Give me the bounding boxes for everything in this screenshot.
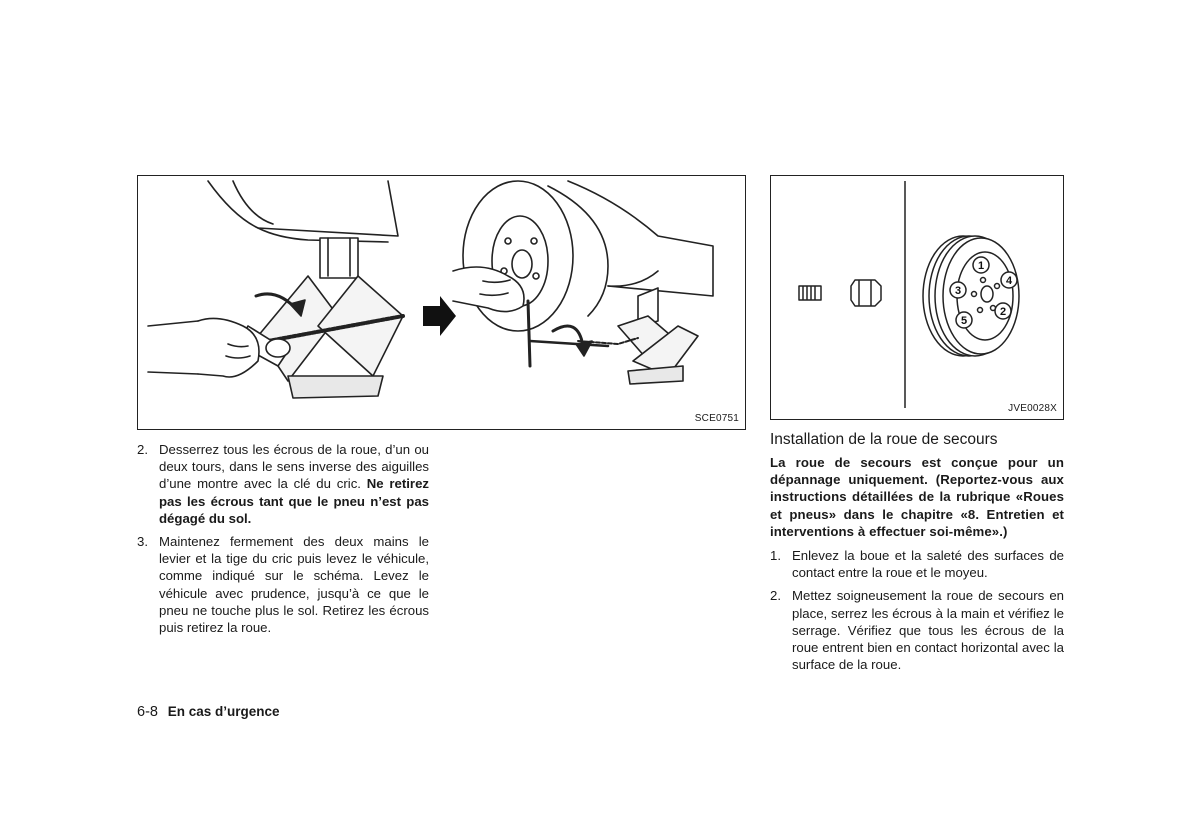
wheel-label-5: 5 bbox=[960, 315, 968, 327]
figure-code-right: JVE0028X bbox=[1008, 403, 1057, 414]
list-item-text: Mettez soigneusement la roue de secours en place, serrez les écrous à la main et vérifiez le serrage. Vérifiez que tous les écrous de la roue entrent bien en contact horizontal avec la surface de la roue. bbox=[792, 588, 1064, 673]
chapter-title: En cas d’urgence bbox=[167, 704, 280, 719]
jack-illustration bbox=[138, 176, 744, 428]
list-item-text: Enlevez la boue et la saleté des surfaces de contact entre la roue et le moyeu. bbox=[792, 548, 1064, 581]
left-column bbox=[137, 441, 429, 642]
list-item bbox=[137, 441, 429, 527]
wheel-label-2: 2 bbox=[999, 306, 1007, 318]
section-title: Installation de la roue de secours bbox=[770, 431, 998, 448]
wheel-label-1: 1 bbox=[977, 260, 985, 272]
list-item-number: 1. bbox=[770, 548, 781, 564]
wheel-label-3: 3 bbox=[954, 285, 962, 297]
spare-wheel-illustration bbox=[771, 176, 1062, 418]
figure-code-left: SCE0751 bbox=[694, 413, 739, 424]
wheel-label-4: 4 bbox=[1005, 275, 1013, 287]
list-item-number: 2. bbox=[137, 442, 148, 457]
right-column bbox=[770, 430, 1064, 679]
warning-text: La roue de secours est conçue pour un dépannage uniquement. (Reportez-vous aux instructions détaillées de la rubrique «Roues et pneus» dans le chapitre «8. Entretien et interventions à effectuer soi-même».) bbox=[770, 455, 1064, 539]
list-item bbox=[770, 587, 1064, 673]
list-item bbox=[770, 547, 1064, 581]
list-item-warning: Ne retirez pas les écrous tant que le pneu n’est pas dégagé du sol. bbox=[159, 476, 429, 526]
page-number: 6-8 bbox=[137, 704, 158, 720]
list-item-text: Maintenez fermement des deux mains le levier et la tige du cric puis levez le véhicule, comme indiqué sur le schéma. Levez le véhicule avec prudence, jusqu’à ce que le pneu ne touche plus le sol. Retirez les écrous puis retirez la roue. bbox=[159, 534, 429, 636]
jack-illustration-figure bbox=[137, 175, 746, 430]
list-item bbox=[137, 533, 429, 636]
spare-wheel-figure bbox=[770, 175, 1064, 420]
list-item-number: 3. bbox=[137, 534, 148, 550]
list-item-number: 2. bbox=[770, 588, 781, 604]
page-footer bbox=[137, 704, 280, 720]
list-item-text: Desserrez tous les écrous de la roue, d’un ou deux tours, dans le sens inverse des aiguilles d’une montre avec la clé du cric. bbox=[159, 442, 429, 492]
